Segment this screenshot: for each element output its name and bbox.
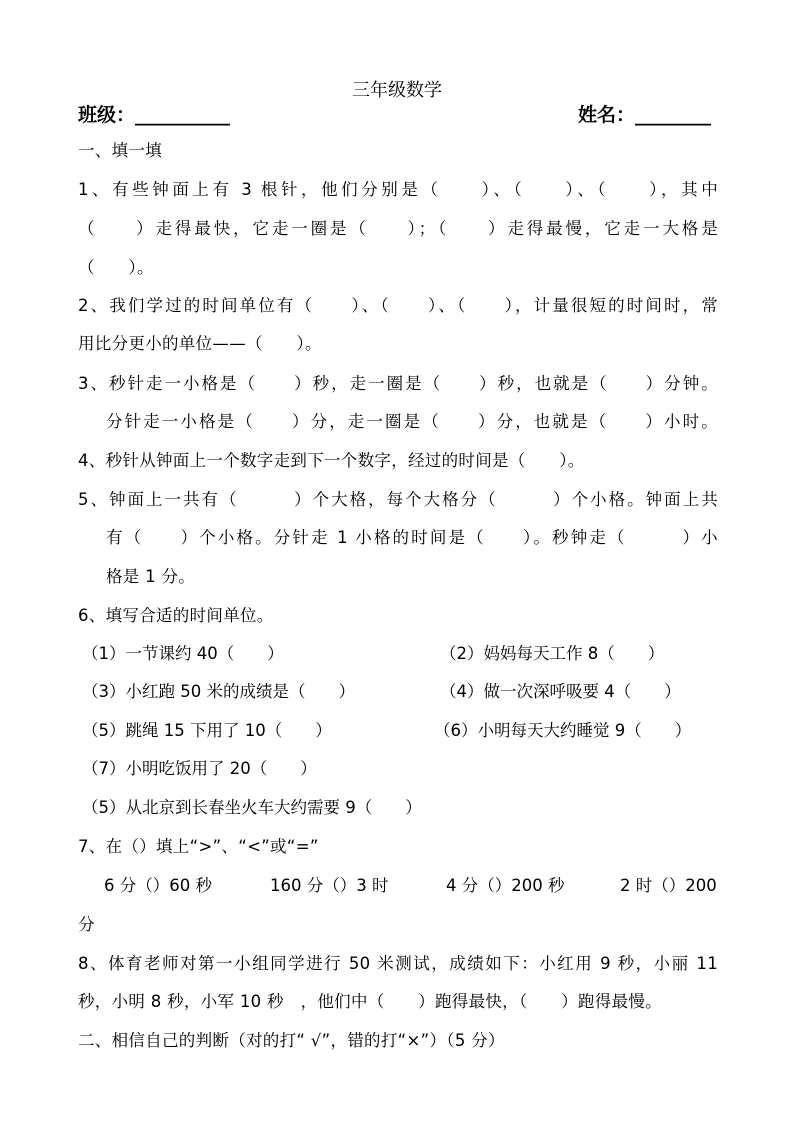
q8-line2: 秒，小明 8 秒，小军 10 秒 ，他们中（ ）跑得最快，（ ）跑得最慢。 xyxy=(78,992,662,1011)
q7-item: 2 时（）200 xyxy=(620,876,717,895)
q1-line1: 1、有些钟面上有 3 根针，他们分别是（ ）、（ ）、（ ），其中 xyxy=(78,180,718,199)
section1-heading: 一、填一填 xyxy=(78,141,162,160)
q5-line3: 格是 1 分。 xyxy=(106,567,196,586)
page-title: 三年级数学 xyxy=(352,80,442,101)
q6-item: （1）一节课约 40（ ） xyxy=(82,644,284,663)
q2-line2: 用比分更小的单位——（ ）。 xyxy=(78,334,322,353)
q1-line3: （ ）。 xyxy=(78,258,154,277)
section2-heading: 二、相信自己的判断（对的打“ √”，错的打“×”）（5 分） xyxy=(78,1031,505,1050)
q8-line1: 8、体育老师对第一小组同学进行 50 米测试，成绩如下：小红用 9 秒，小丽 11 xyxy=(78,954,718,973)
q3-line2: 分针走一小格是（ ）分，走一圈是（ ）分，也就是（ ）小时。 xyxy=(106,412,718,431)
q1-line2: （ ）走得最快，它走一圈是（ ）；（ ）走得最慢，它走一大格是 xyxy=(78,219,718,238)
q6-item: （4）做一次深呼吸要 4（ ） xyxy=(440,682,681,701)
q6-item: （3）小红跑 50 米的成绩是（ ） xyxy=(82,682,355,701)
q7-item: 6 分（）60 秒 xyxy=(104,876,212,895)
class-field: 班级：__________ xyxy=(78,104,231,126)
q7-wrap: 分 xyxy=(78,915,95,934)
q6-item: （5）从北京到长春坐火车大约需要 9（ ） xyxy=(82,798,422,817)
q6-item: （6）小明每天大约睡觉 9（ ） xyxy=(434,721,692,740)
q6-item: （7）小明吃饭用了 20（ ） xyxy=(82,759,317,778)
q5-line1: 5、钟面上一共有（ ）个大格，每个大格分（ ）个小格。钟面上共 xyxy=(78,490,718,509)
q2-line1: 2、我们学过的时间单位有（ ）、（ ）、（ ），计量很短的时间时，常 xyxy=(78,296,718,315)
q3-line1: 3、秒针走一小格是（ ）秒，走一圈是（ ）秒，也就是（ ）分钟。 xyxy=(78,374,718,393)
q6-item: （5）跳绳 15 下用了 10（ ） xyxy=(82,721,332,740)
q7-item: 160 分（）3 时 xyxy=(270,876,389,895)
q5-line2: 有（ ）个小格。分针走 1 小格的时间是（ ）。秒钟走（ ）小 xyxy=(106,528,718,547)
q7-heading: 7、在（）填上“>”、“<”或“=” xyxy=(78,837,319,856)
q6-heading: 6、填写合适的时间单位。 xyxy=(78,606,274,625)
q7-item: 4 分（）200 秒 xyxy=(446,876,565,895)
name-field: 姓名：________ xyxy=(578,104,712,126)
q6-item: （2）妈妈每天工作 8（ ） xyxy=(440,644,665,663)
q4-line1: 4、秒针从钟面上一个数字走到下一个数字，经过的时间是（ ）。 xyxy=(78,451,585,470)
